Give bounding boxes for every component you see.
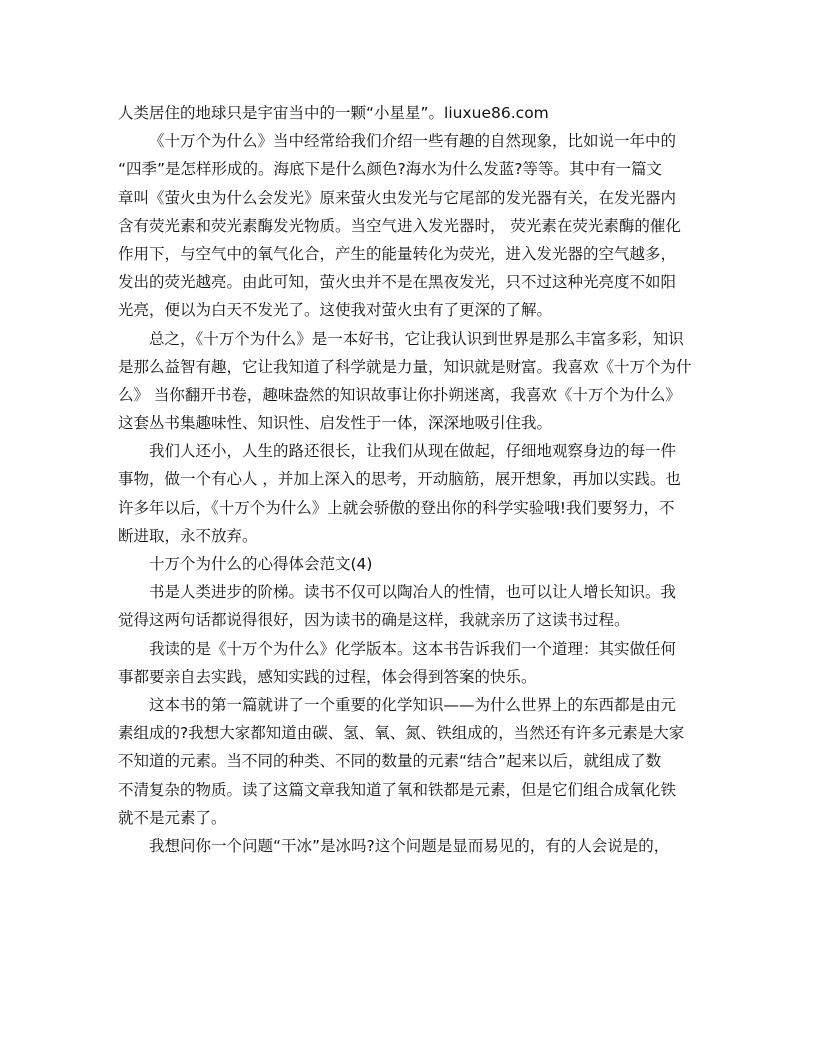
text-line: 事都要亲自去实践，感知实践的过程，体会得到答案的快乐。 [118, 667, 537, 686]
text-line: 我们人还小，人生的路还很长，让我们从现在做起，仔细地观察身边的每一件 [149, 442, 677, 461]
text-line: 《十万个为什么》当中经常给我们介绍一些有趣的自然现象，比如说一年中的 [149, 132, 677, 151]
text-line: 觉得这两句话都说得很好，因为读书的确是这样，我就亲历了这读书过程。 [118, 611, 630, 630]
text-line: 不知道的元素。当不同的种类、不同的数量的元素“结合”起来以后，就组成了数 [118, 752, 662, 771]
text-line: 就不是元素了。 [118, 808, 227, 827]
text-line: 人类居住的地球只是宇宙当中的一颗“小星星”。liuxue86.com [118, 104, 549, 122]
text-line: 许多年以后，《十万个为什么》上就会骄傲的登出你的科学实验哦!我们要努力，不 [118, 498, 675, 517]
text-line: 我读的是《十万个为什么》化学版本。这本书告诉我们一个道理：其实做任何 [149, 639, 677, 658]
text-line: 我想问你一个问题“干冰”是冰吗?这个问题是显而易见的，有的人会说是的， [149, 836, 670, 855]
text-line: 是那么益智有趣，它让我知道了科学就是力量，知识就是财富。我喜欢《十万个为什 [118, 357, 692, 376]
section-heading: 十万个为什么的心得体会范文(4) [149, 555, 373, 573]
text-line: 含有荧光素和荧光素酶发光物质。当空气进入发光器时， 荧光素在荧光素酶的催化 [118, 216, 681, 235]
text-line: “四季”是怎样形成的。海底下是什么颜色?海水为什么发蓝?等等。其中有一篇文 [118, 160, 663, 179]
text-line: 不清复杂的物质。读了这篇文章我知道了氧和铁都是元素，但是它们组合成氧化铁 [118, 780, 677, 799]
text-line: 这本书的第一篇就讲了一个重要的化学知识——为什么世界上的东西都是由元 [149, 695, 677, 714]
text-line: 素组成的?我想大家都知道由碳、氢、氧、氮、铁组成的，当然还有许多元素是大家 [118, 724, 685, 743]
text-line: 总之，《十万个为什么》是一本好书，它让我认识到世界是那么丰富多彩，知识 [149, 329, 684, 348]
text-line: 书是人类进步的阶梯。读书不仅可以陶冶人的性情，也可以让人增长知识。我 [149, 583, 677, 602]
text-line: 么》 当你翻开书卷，趣味盎然的知识故事让你扑朔迷离，我喜欢《十万个为什么》 [118, 385, 681, 404]
document-body [118, 99, 704, 860]
text-line: 作用下，与空气中的氧气化合，产生的能量转化为荧光，进入发光器的空气越多， [118, 244, 677, 263]
text-line: 发出的荧光越亮。由此可知，萤火虫并不是在黑夜发光，只不过这种光亮度不如阳 [118, 273, 677, 292]
text-line: 光亮，便以为白天不发光了。这使我对萤火虫有了更深的了解。 [118, 301, 553, 320]
text-line: 章叫《萤火虫为什么会发光》原来萤火虫发光与它尾部的发光器有关，在发光器内 [118, 188, 677, 207]
text-line: 这套丛书集趣味性、知识性、启发性于一体，深深地吸引住我。 [118, 414, 553, 433]
text-line: 断进取，永不放弃。 [118, 526, 258, 545]
text-line: 事物，做一个有心人 ，并加上深入的思考，开动脑筋，展开想象，再加以实践。也 [118, 470, 681, 489]
